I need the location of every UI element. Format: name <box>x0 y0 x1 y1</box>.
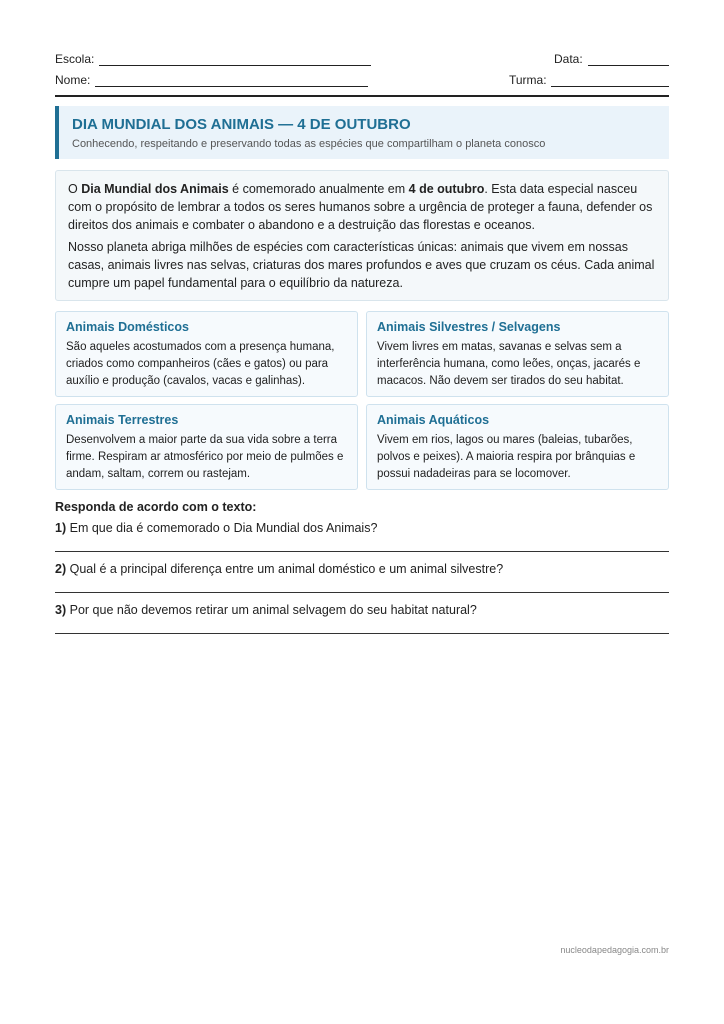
intro-paragraph-1 <box>68 180 656 234</box>
class-label: Turma: <box>509 73 547 87</box>
card-aquatic <box>366 404 669 490</box>
card-title: Animais Terrestres <box>66 413 179 427</box>
title-box <box>55 106 669 159</box>
date-field[interactable] <box>588 65 669 66</box>
header-divider <box>55 95 669 97</box>
intro-highlight-name: Dia Mundial dos Animais <box>81 182 229 196</box>
intro-text: . Esta data especial nasceu com o propósito de lembrar a todos os seres humanos sobre a urgência de proteger a fauna, defender os direitos dos animais e combater o abandono e a destruição das florestas e oceanos. <box>68 182 653 232</box>
question-text: Em que dia é comemorado o Dia Mundial dos Animais? <box>69 521 378 535</box>
intro-highlight-date: 4 de outubro <box>408 182 485 196</box>
page-title: DIA MUNDIAL DOS ANIMAIS — 4 DE OUTUBRO <box>72 116 411 133</box>
card-terrestrial <box>55 404 358 490</box>
card-text: Vivem livres em matas, savanas e selvas sem a interferência humana, como leões, onças, jacarés e macacos. Não devem ser tirados do seu habitat. <box>377 341 641 387</box>
header-row-school <box>55 52 669 68</box>
question-2 <box>55 562 503 576</box>
question-number: 1) <box>55 521 67 535</box>
date-label: Data: <box>554 52 583 66</box>
intro-text: O <box>68 182 82 196</box>
question-1 <box>55 521 377 535</box>
card-domestic <box>55 311 358 397</box>
footer-source: nucleodapedagogia.com.br <box>560 945 669 955</box>
card-text: Vivem em rios, lagos ou mares (baleias, tubarões, polvos e peixes). A maioria respira por brânquias e possui nadadeiras para se locomover. <box>377 434 636 480</box>
questions-heading: Responda de acordo com o texto: <box>55 500 257 514</box>
card-text: São aqueles acostumados com a presença humana, criados como companheiros (cães e gatos) ou para auxílio e produção (cavalos, vacas e galinhas). <box>66 341 335 387</box>
intro-paragraph-2: Nosso planeta abriga milhões de espécies com características únicas: animais que vivem em nossas casas, animais livres nas selvas, criaturas dos mares profundos e aves que cruzam os céus. Cada animal cumpre um papel fundamental para o equilíbrio da natureza. <box>68 240 655 290</box>
school-field[interactable] <box>99 65 371 66</box>
question-text: Por que não devemos retirar um animal selvagem do seu habitat natural? <box>69 603 477 617</box>
question-3 <box>55 603 477 617</box>
name-label: Nome: <box>55 73 91 87</box>
card-title: Animais Silvestres / Selvagens <box>377 320 561 334</box>
intro-text: é comemorado anualmente em <box>228 182 409 196</box>
card-title: Animais Domésticos <box>66 320 189 334</box>
answer-line-2[interactable] <box>55 592 669 593</box>
school-label: Escola: <box>55 52 95 66</box>
page-subtitle: Conhecendo, respeitando e preservando todas as espécies que compartilham o planeta conosco <box>72 138 546 150</box>
card-text: Desenvolvem a maior parte da sua vida sobre a terra firme. Respiram ar atmosférico por meio de pulmões e andam, saltam, correm ou rastejam. <box>66 434 344 480</box>
question-text: Qual é a principal diferença entre um animal doméstico e um animal silvestre? <box>69 562 504 576</box>
card-wild <box>366 311 669 397</box>
question-number: 2) <box>55 562 67 576</box>
name-field[interactable] <box>95 86 368 87</box>
card-title: Animais Aquáticos <box>377 413 490 427</box>
answer-line-1[interactable] <box>55 551 669 552</box>
class-field[interactable] <box>551 86 669 87</box>
header-row-name <box>55 73 669 89</box>
answer-line-3[interactable] <box>55 633 669 634</box>
intro-box <box>55 170 669 301</box>
question-number: 3) <box>55 603 67 617</box>
